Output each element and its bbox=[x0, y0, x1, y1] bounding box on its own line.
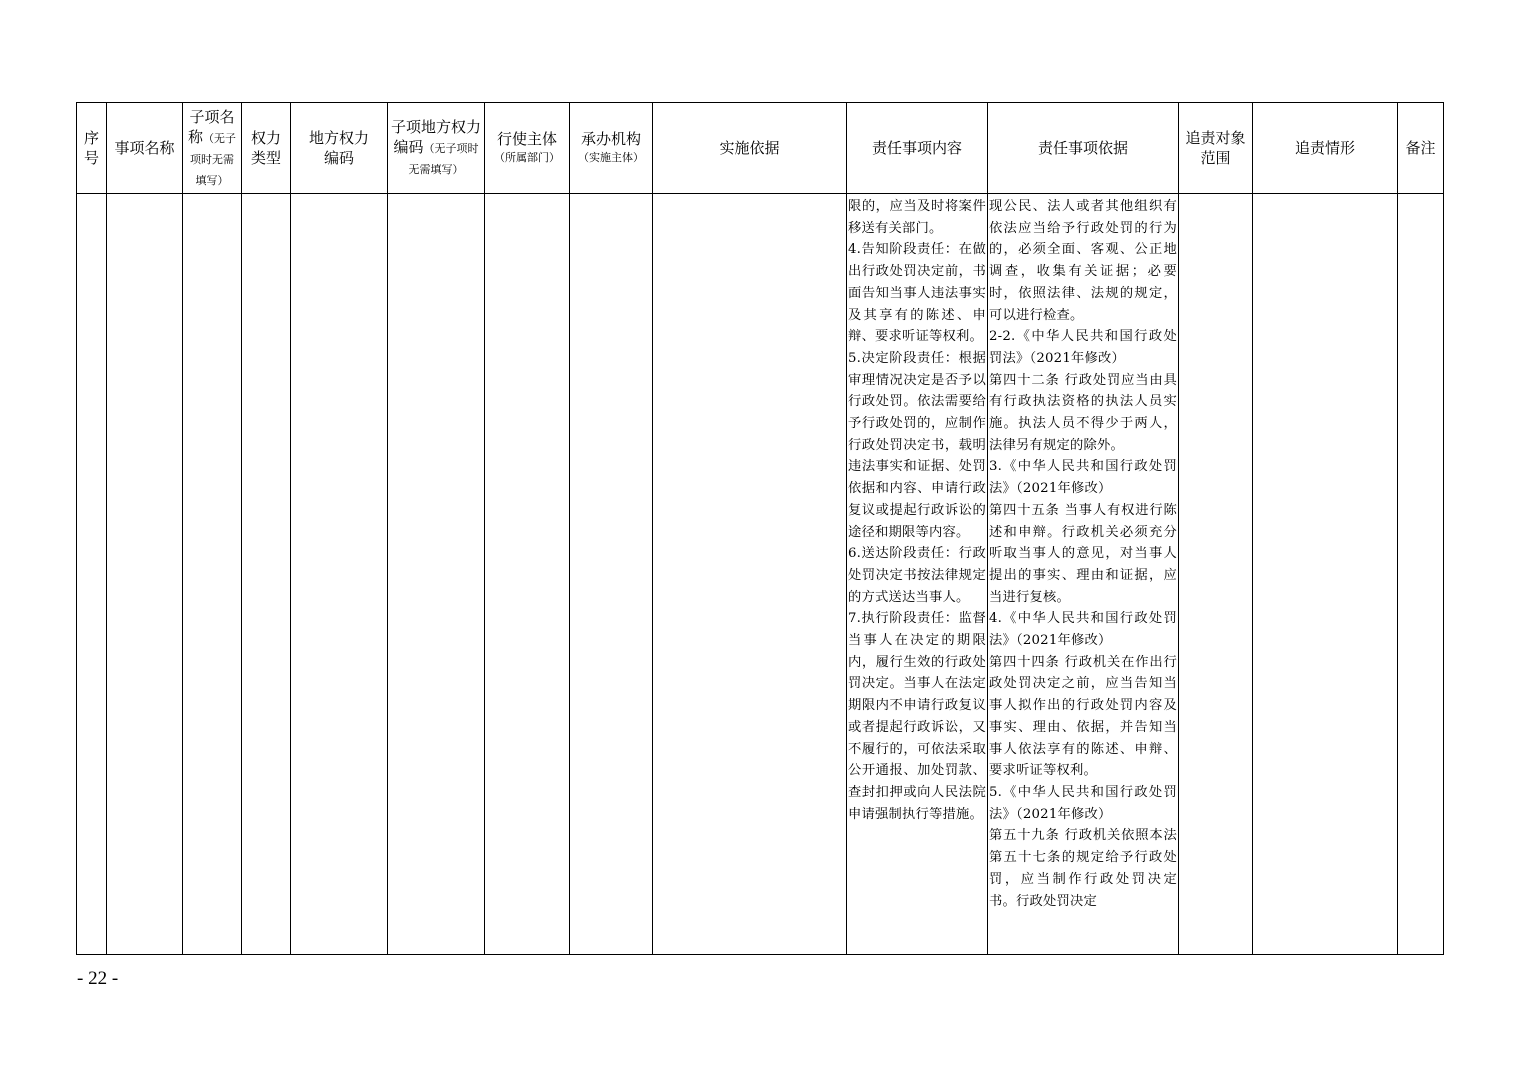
header-actor: 行使主体 （所属部门） bbox=[485, 103, 570, 194]
header-org: 承办机构 （实施主体） bbox=[570, 103, 653, 194]
table-row bbox=[77, 194, 1444, 955]
header-local-code: 地方权力编码 bbox=[291, 103, 388, 194]
header-remark: 备注 bbox=[1398, 103, 1444, 194]
header-scope: 追责对象范围 bbox=[1179, 103, 1253, 194]
responsibility-table bbox=[76, 102, 1444, 955]
page-number: - 22 - bbox=[77, 968, 119, 989]
cell-sub-code bbox=[388, 194, 485, 955]
cell-duty-content bbox=[847, 194, 988, 955]
cell-power-type bbox=[242, 194, 291, 955]
header-duty-content: 责任事项内容 bbox=[847, 103, 988, 194]
cell-actor bbox=[485, 194, 570, 955]
cell-sub-name bbox=[183, 194, 242, 955]
table-header-row bbox=[77, 103, 1444, 194]
cell-scope bbox=[1179, 194, 1253, 955]
cell-remark bbox=[1398, 194, 1444, 955]
header-sub-name: 子项名称（无子项时无需填写） bbox=[183, 103, 242, 194]
cell-org bbox=[570, 194, 653, 955]
cell-duty-basis bbox=[988, 194, 1179, 955]
cell-seq bbox=[77, 194, 107, 955]
cell-basis bbox=[653, 194, 847, 955]
cell-item-name bbox=[107, 194, 183, 955]
duty-content-text: 限的，应当及时将案件移送有关部门。 4.告知阶段责任：在做出行政处罚决定前，书面告知当事人违法事实及其享有的陈述、申辩、要求听证等权利。 5.决定阶段责任：根据审理情况决定是否予以行政处罚。依法需要给予行政处罚的，应制作行政处罚决定书，载明违法事实和证据、处罚依据和内容、申请行政复议或提起行政诉讼的途径和期限等内容。 6.送达阶段责任：行政处罚决定书按法律规定的方式送达当事人。 7.执行阶段责任：监督当事人在决定的期限内，履行生效的行政处罚决定。当事人在法定期限内不申请行政复议或者提起行政诉讼，又不履行的，可依法采取公开通报、加处罚款、查封扣押或向人民法院申请强制执行等措施。 bbox=[848, 199, 986, 822]
header-seq: 序号 bbox=[77, 103, 107, 194]
header-item-name: 事项名称 bbox=[107, 103, 183, 194]
header-sub-code: 子项地方权力编码（无子项时无需填写） bbox=[388, 103, 485, 194]
header-duty-basis: 责任事项依据 bbox=[988, 103, 1179, 194]
cell-local-code bbox=[291, 194, 388, 955]
header-basis: 实施依据 bbox=[653, 103, 847, 194]
cell-situation bbox=[1253, 194, 1398, 955]
header-situation: 追责情形 bbox=[1253, 103, 1398, 194]
header-power-type: 权力类型 bbox=[242, 103, 291, 194]
duty-basis-text: 现公民、法人或者其他组织有依法应当给予行政处罚的行为的，必须全面、客观、公正地调查，收集有关证据；必要时，依照法律、法规的规定，可以进行检查。 2-2.《中华人民共和国行政处罚法》（2021年修改） 第四十二条 行政处罚应当由具有行政执法资格的执法人员实施。执法人员不得少于两人，法律另有规定的除外。 3.《中华人民共和国行政处罚法》（2021年修改） 第四十五条 当事人有权进行陈述和申辩。行政机关必须充分听取当事人的意见，对当事人提出的事实、理由和证据，应当进行复核。 4.《中华人民共和国行政处罚法》（2021年修改） 第四十四条 行政机关在作出行政处罚决定之前，应当告知当事人拟作出的行政处罚内容及事实、理由、依据，并告知当事人依法享有的陈述、申辩、要求听证等权利。 5.《中华人民共和国行政处罚法》（2021年修改） 第五十九条 行政机关依照本法第五十七条的规定给予行政处罚，应当制作行政处罚决定书。行政处罚决定 bbox=[989, 199, 1177, 909]
